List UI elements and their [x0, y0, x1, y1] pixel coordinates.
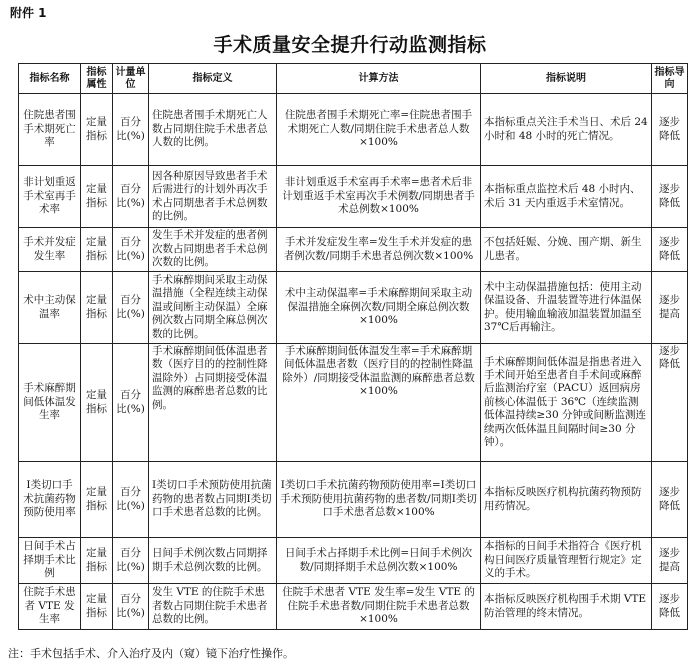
indicator-direction: 逐步降低	[652, 584, 688, 630]
header-direction: 指标导向	[652, 64, 688, 94]
footnote: 注：手术包括手术、介入治疗及内（窥）镜下治疗性操作。	[8, 647, 294, 660]
indicator-direction: 逐步降低	[652, 94, 688, 166]
indicator-explanation: 本指标反映医疗机构围手术期 VTE 防治管理的终末情况。	[481, 584, 652, 630]
indicator-definition: 发生手术并发症的患者例次数占同期患者手术总例次数的比例。	[149, 228, 277, 272]
indicator-name: Ⅰ类切口手术抗菌药物预防使用率	[19, 462, 81, 538]
indicator-direction: 逐步降低	[652, 344, 688, 462]
indicator-unit: 百分比(%)	[113, 584, 149, 630]
attachment-label: 附件 1	[10, 6, 47, 20]
indicator-direction: 逐步降低	[652, 228, 688, 272]
indicator-explanation: 不包括妊娠、分娩、围产期、新生儿患者。	[481, 228, 652, 272]
indicator-table	[18, 63, 688, 630]
indicator-name: 住院患者围手术期死亡率	[19, 94, 81, 166]
indicator-direction: 逐步提高	[652, 272, 688, 344]
indicator-name: 住院手术患者 VTE 发生率	[19, 584, 81, 630]
indicator-definition: 日间手术例次数占同期择期手术总例次数的比例。	[149, 538, 277, 584]
indicator-unit: 百分比(%)	[113, 166, 149, 228]
indicator-direction: 逐步降低	[652, 166, 688, 228]
table-row	[19, 228, 688, 272]
indicator-method: 手术麻醉期间低体温发生率=手术麻醉期间低体温患者数（医疗目的的控制性降温除外）/同期接受体温监测的麻醉患者总数×100%	[277, 344, 481, 462]
indicator-attr: 定量指标	[81, 584, 113, 630]
indicator-explanation: 术中主动保温措施包括：使用主动保温设备、升温装置等进行体温保护。使用输血输液加温装置加温至 37℃后再输注。	[481, 272, 652, 344]
page-title: 手术质量安全提升行动监测指标	[213, 34, 487, 56]
indicator-method: 住院患者围手术期死亡率=住院患者围手术期死亡人数/同期住院手术患者总人数×100%	[277, 94, 481, 166]
indicator-attr: 定量指标	[81, 272, 113, 344]
indicator-definition: 手术麻醉期间采取主动保温措施（全程连续主动保温或间断主动保温）全麻例次数占同期全麻总例次数的比例。	[149, 272, 277, 344]
header-explanation: 指标说明	[481, 64, 652, 94]
indicator-name: 手术麻醉期间低体温发生率	[19, 344, 81, 462]
indicator-method: 术中主动保温率=手术麻醉期间采取主动保温措施全麻例次数/同期全麻总例次数×100%	[277, 272, 481, 344]
indicator-attr: 定量指标	[81, 94, 113, 166]
table-row	[19, 344, 688, 462]
header-attr: 指标属性	[81, 64, 113, 94]
indicator-unit: 百分比(%)	[113, 228, 149, 272]
indicator-explanation: 本指标重点监控术后 48 小时内、术后 31 天内重返手术室情况。	[481, 166, 652, 228]
indicator-direction: 逐步提高	[652, 538, 688, 584]
indicator-unit: 百分比(%)	[113, 272, 149, 344]
indicator-attr: 定量指标	[81, 166, 113, 228]
table-row	[19, 584, 688, 630]
indicator-name: 手术并发症发生率	[19, 228, 81, 272]
indicator-direction: 逐步降低	[652, 462, 688, 538]
indicator-unit: 百分比(%)	[113, 538, 149, 584]
indicator-name: 术中主动保温率	[19, 272, 81, 344]
table-row	[19, 272, 688, 344]
header-unit: 计量单位	[113, 64, 149, 94]
table-row	[19, 538, 688, 584]
indicator-method: 住院手术患者 VTE 发生率=发生 VTE 的住院手术患者数/同期住院手术患者总数×100%	[277, 584, 481, 630]
indicator-explanation: 本指标反映医疗机构抗菌药物预防用药情况。	[481, 462, 652, 538]
indicator-unit: 百分比(%)	[113, 462, 149, 538]
indicator-method: 非计划重返手术室再手术率=患者术后非计划重返手术室再次手术例数/同期患者手术总例数×100%	[277, 166, 481, 228]
header-definition: 指标定义	[149, 64, 277, 94]
indicator-name: 非计划重返手术室再手术率	[19, 166, 81, 228]
indicator-unit: 百分比(%)	[113, 344, 149, 462]
indicator-explanation: 手术麻醉期间低体温是指患者进入手术间开始至患者自手术间或麻醉后监测治疗室（PACU）返回病房前核心体温低于 36℃（连续监测低体温持续≥30 分钟或间断监测连续两次低体温且间隔时间≥30 分钟）。	[481, 344, 652, 462]
table-row	[19, 166, 688, 228]
indicator-method: 手术并发症发生率=发生手术并发症的患者例次数/同期手术患者总例次数×100%	[277, 228, 481, 272]
header-method: 计算方法	[277, 64, 481, 94]
indicator-unit: 百分比(%)	[113, 94, 149, 166]
indicator-definition: 因各种原因导致患者手术后需进行的计划外再次手术占同期患者手术总例数的比例。	[149, 166, 277, 228]
indicator-method: Ⅰ类切口手术抗菌药物预防使用率=Ⅰ类切口手术预防使用抗菌药物的患者数/同期Ⅰ类切口手术患者总数×100%	[277, 462, 481, 538]
table-row	[19, 462, 688, 538]
indicator-definition: 手术麻醉期间低体温患者数（医疗目的的控制性降温除外）占同期接受体温监测的麻醉患者总数的比例。	[149, 344, 277, 462]
table-header-row	[19, 64, 688, 94]
indicator-attr: 定量指标	[81, 228, 113, 272]
indicator-explanation: 本指标重点关注手术当日、术后 24 小时和 48 小时的死亡情况。	[481, 94, 652, 166]
indicator-method: 日间手术占择期手术比例=日间手术例次数/同期择期手术总例次数×100%	[277, 538, 481, 584]
indicator-attr: 定量指标	[81, 344, 113, 462]
indicator-definition: 住院患者围手术期死亡人数占同期住院手术患者总人数的比例。	[149, 94, 277, 166]
indicator-definition: Ⅰ类切口手术预防使用抗菌药物的患者数占同期Ⅰ类切口手术患者总数的比例。	[149, 462, 277, 538]
indicator-definition: 发生 VTE 的住院手术患者数占同期住院手术患者总数的比例。	[149, 584, 277, 630]
indicator-attr: 定量指标	[81, 462, 113, 538]
indicator-explanation: 本指标的日间手术指符合《医疗机构日间医疗质量管理暂行规定》定义的手术。	[481, 538, 652, 584]
indicator-attr: 定量指标	[81, 538, 113, 584]
indicator-name: 日间手术占择期手术比例	[19, 538, 81, 584]
header-name: 指标名称	[19, 64, 81, 94]
table-row	[19, 94, 688, 166]
